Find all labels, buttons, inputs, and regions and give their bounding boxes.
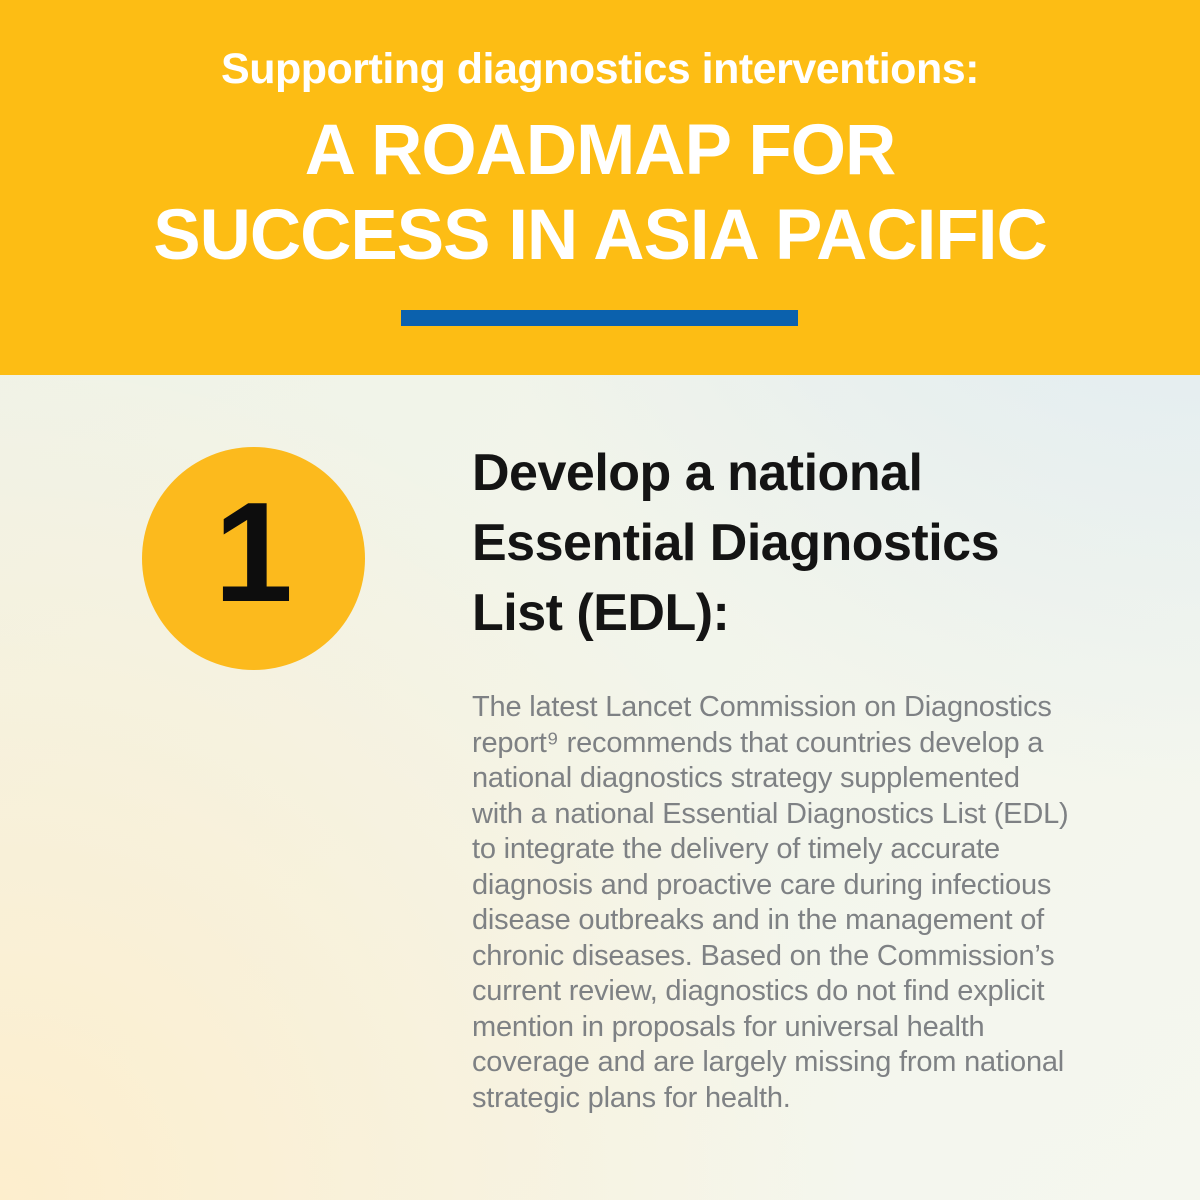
step-heading-line: Essential Diagnostics xyxy=(472,514,1000,572)
header-title-line-2: SUCCESS IN ASIA PACIFIC xyxy=(153,196,1047,275)
step-number: 1 xyxy=(214,472,293,632)
paragraph-line: The latest Lancet Commission on Diagnostics xyxy=(472,691,1052,723)
paragraph-line: mention in proposals for universal health xyxy=(472,1010,985,1043)
header-band xyxy=(0,0,1200,375)
step-number-badge xyxy=(142,447,365,670)
paragraph-line: with a national Essential Diagnostics List (EDL) xyxy=(472,797,1069,830)
header-title-line-1: A ROADMAP FOR xyxy=(304,111,896,190)
step-paragraph xyxy=(472,690,1068,1116)
paragraph-line: current review, diagnostics do not find explicit xyxy=(472,975,1045,1007)
step-heading-line: Develop a national xyxy=(472,444,923,502)
header-kicker: Supporting diagnostics interventions: xyxy=(221,45,979,93)
paragraph-line: to integrate the delivery of timely accurate xyxy=(472,833,1000,865)
header-title xyxy=(0,108,1200,278)
step-heading xyxy=(472,438,999,648)
paragraph-line: coverage and are largely missing from national xyxy=(472,1046,1065,1078)
step-heading-line: List (EDL): xyxy=(472,584,730,642)
title-underline-bar xyxy=(401,310,798,326)
paragraph-line: diagnosis and proactive care during infectious xyxy=(472,868,1052,901)
paragraph-line: strategic plans for health. xyxy=(472,1081,791,1114)
paragraph-line: national diagnostics strategy supplemented xyxy=(472,762,1020,794)
paragraph-line: report⁹ recommends that countries develop a xyxy=(472,726,1044,759)
paragraph-line: disease outbreaks and in the management of xyxy=(472,904,1044,936)
paragraph-line: chronic diseases. Based on the Commission’s xyxy=(472,939,1055,972)
